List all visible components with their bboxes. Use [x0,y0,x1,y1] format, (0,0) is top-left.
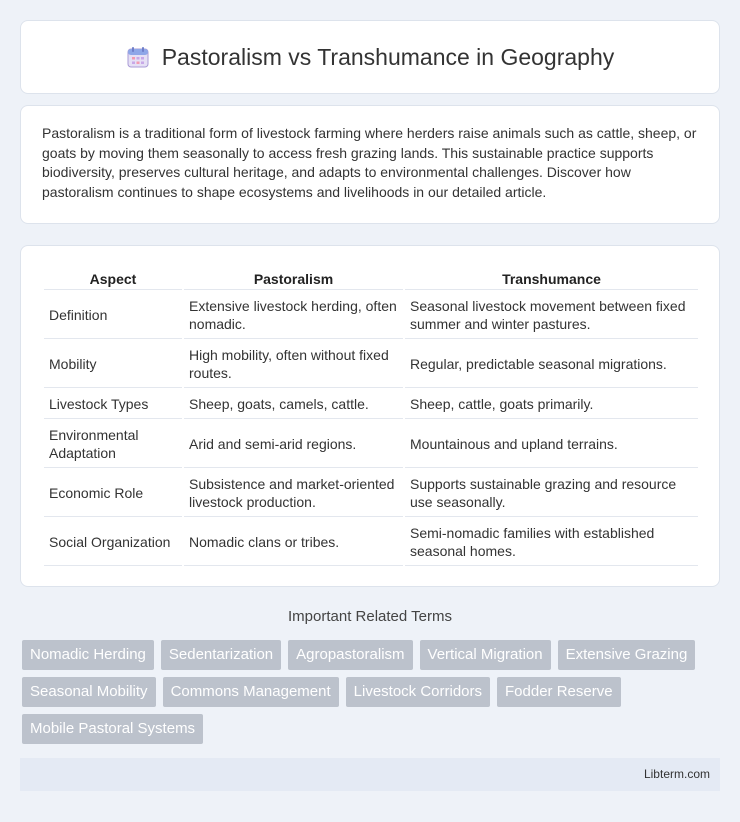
table-row [44,292,698,339]
calendar-icon [126,45,150,69]
table-row [44,390,698,419]
related-term-tag[interactable]: Agropastoralism [288,640,412,670]
table-cell: Regular, predictable seasonal migrations. [405,341,698,388]
table-cell: Livestock Types [44,390,182,419]
related-terms-title: Important Related Terms [288,608,452,625]
table-row [44,341,698,388]
table-cell: Nomadic clans or tribes. [184,519,403,566]
comparison-card [20,245,720,587]
table-cell: Arid and semi-arid regions. [184,421,403,468]
table-cell: Semi-nomadic families with established seasonal homes. [405,519,698,566]
table-cell: Definition [44,292,182,339]
table-cell: Economic Role [44,470,182,517]
header-aspect: Aspect [44,268,182,290]
table-cell: Mobility [44,341,182,388]
header-transhumance: Transhumance [405,268,698,290]
related-term-tag[interactable]: Commons Management [163,677,339,707]
table-cell: Social Organization [44,519,182,566]
related-term-tag[interactable]: Nomadic Herding [22,640,154,670]
comparison-table [42,266,700,568]
header-pastoralism: Pastoralism [184,268,403,290]
table-cell: Environmental Adaptation [44,421,182,468]
table-cell: High mobility, often without fixed routes. [184,341,403,388]
related-term-tag[interactable]: Livestock Corridors [346,677,490,707]
table-row [44,519,698,566]
related-term-tag[interactable]: Mobile Pastoral Systems [22,714,203,744]
table-row [44,421,698,468]
table-row [44,470,698,517]
table-cell: Sheep, cattle, goats primarily. [405,390,698,419]
table-cell: Supports sustainable grazing and resource use seasonally. [405,470,698,517]
table-header-row [44,268,698,290]
related-term-tag[interactable]: Fodder Reserve [497,677,621,707]
related-term-tag[interactable]: Seasonal Mobility [22,677,156,707]
footer-site-link[interactable]: Libterm.com [643,767,710,781]
table-cell: Extensive livestock herding, often nomadic. [184,292,403,339]
table-cell: Seasonal livestock movement between fixed summer and winter pastures. [405,292,698,339]
footer [20,758,720,791]
page-title: Pastoralism vs Transhumance in Geography [161,43,615,70]
title-card [20,20,720,94]
table-cell: Mountainous and upland terrains. [405,421,698,468]
intro-text: Pastoralism is a traditional form of livestock farming where herders raise animals such as cattle, sheep, or goats by moving them seasonally to access fresh grazing lands. This sustainable practice supports biodiversity, preserves cultural heritage, and adapts to environmental challenges. Discover how pastoralism continues to shape ecosystems and livelihoods in our detailed article. [42,125,697,200]
related-term-tag[interactable]: Sedentarization [161,640,281,670]
table-cell: Subsistence and market-oriented livestock production. [184,470,403,517]
related-term-tag[interactable]: Extensive Grazing [558,640,696,670]
related-terms-list [22,640,722,744]
related-term-tag[interactable]: Vertical Migration [420,640,551,670]
intro-card [20,105,720,224]
table-cell: Sheep, goats, camels, cattle. [184,390,403,419]
